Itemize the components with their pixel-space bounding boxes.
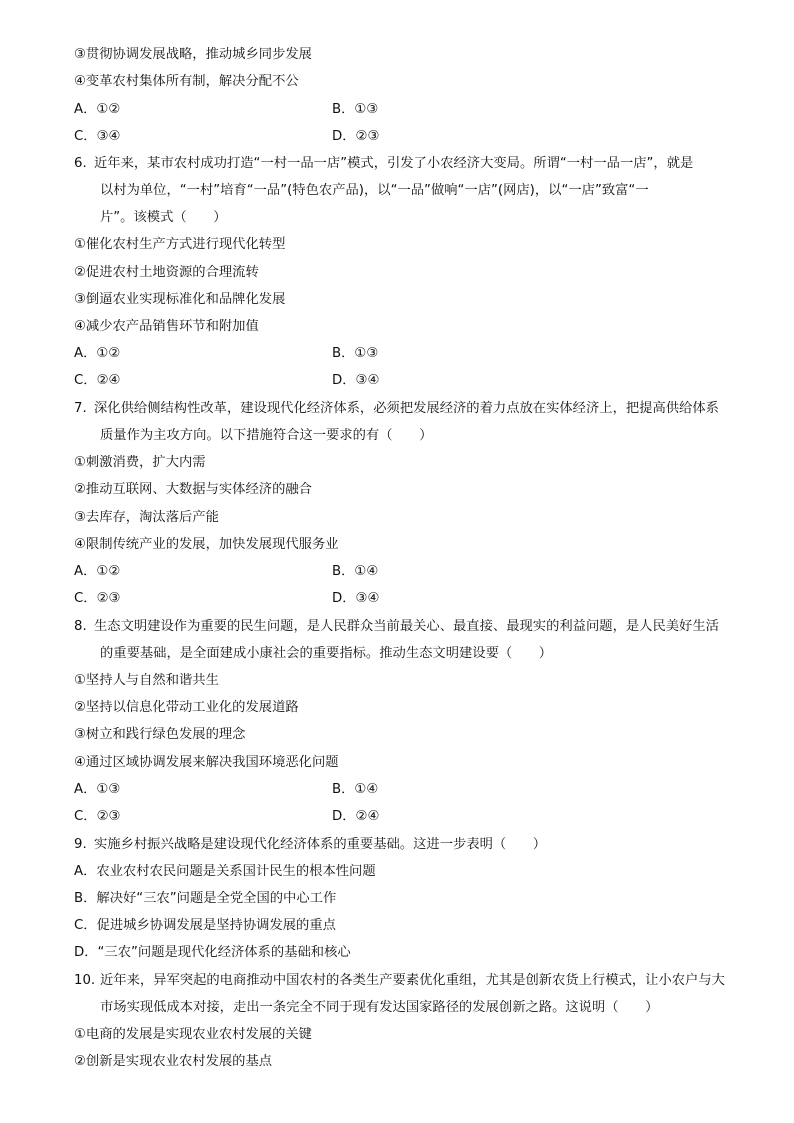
question-stem xyxy=(74,155,693,173)
answer-option-c[interactable]: C．②③ xyxy=(74,809,121,824)
statement-item: ①刺激消费，扩大内需 xyxy=(74,455,206,470)
statement-item: ②推动互联网、大数据与实体经济的融合 xyxy=(74,482,312,497)
question-number: 6. xyxy=(74,156,87,171)
answer-option-a[interactable]: A．①② xyxy=(74,102,121,117)
question-text: 片”。该模式（ ） xyxy=(100,210,227,225)
answer-option-b[interactable]: B．①③ xyxy=(332,102,379,117)
question-number: 8. xyxy=(74,619,87,634)
statement-item: ④减少农产品销售环节和附加值 xyxy=(74,319,259,334)
question-text: 实施乡村振兴战略是建设现代化经济体系的重要基础。这进一步表明（ ） xyxy=(94,837,547,852)
question-text: 以村为单位，“一村”培育“一品”(特色农产品)，以“一品”做响“一店”(网店)，以“一店”致富“一 xyxy=(100,183,649,198)
answer-choice-b[interactable]: B．解决好“三农”问题是全党全国的中心工作 xyxy=(74,891,337,906)
question-text: 生态文明建设作为重要的民生问题，是人民群众当前最关心、最直接、最现实的利益问题，是人民美好生活 xyxy=(94,619,719,634)
statement-item: ①催化农村生产方式进行现代化转型 xyxy=(74,237,286,252)
answer-option-b[interactable]: B．①③ xyxy=(332,346,379,361)
question-text: 近年来，异军突起的电商推动中国农村的各类生产要素优化重组，尤其是创新农货上行模式，让小农户与大 xyxy=(100,973,725,988)
question-number: 7. xyxy=(74,401,87,416)
question-text: 市场实现低成本对接，走出一条完全不同于现有发达国家路径的发展创新之路。这说明（ ） xyxy=(100,1000,659,1015)
statement-item: ③去库存，淘汰落后产能 xyxy=(74,510,219,525)
question-number: 9. xyxy=(74,837,87,852)
statement-item: ④变革农村集体所有制，解决分配不公 xyxy=(74,74,299,89)
statement-item: ③倒逼农业实现标准化和品牌化发展 xyxy=(74,292,286,307)
statement-item: ②坚持以信息化带动工业化的发展道路 xyxy=(74,700,299,715)
answer-option-c[interactable]: C．③④ xyxy=(74,129,121,144)
statement-item: ①坚持人与自然和谐共生 xyxy=(74,673,219,688)
answer-option-a[interactable]: A．①③ xyxy=(74,782,121,797)
statement-item: ④通过区域协调发展来解决我国环境恶化问题 xyxy=(74,755,339,770)
statement-item: ③贯彻协调发展战略，推动城乡同步发展 xyxy=(74,47,312,62)
statement-item: ①电商的发展是实现农业农村发展的关键 xyxy=(74,1027,312,1042)
answer-option-b[interactable]: B．①④ xyxy=(332,564,379,579)
answer-choice-d[interactable]: D．“三农”问题是现代化经济体系的基础和核心 xyxy=(74,945,351,960)
question-number: 10. xyxy=(74,973,96,988)
statement-item: ④限制传统产业的发展，加快发展现代服务业 xyxy=(74,537,339,552)
statement-item: ②创新是实现农业农村发展的基点 xyxy=(74,1054,273,1069)
question-stem xyxy=(74,400,719,418)
question-stem xyxy=(74,836,546,854)
statement-item: ②促进农村土地资源的合理流转 xyxy=(74,265,259,280)
answer-option-d[interactable]: D．②④ xyxy=(332,809,380,824)
answer-option-d[interactable]: D．③④ xyxy=(332,373,380,388)
answer-option-c[interactable]: C．②③ xyxy=(74,591,121,606)
answer-option-d[interactable]: D．②③ xyxy=(332,129,380,144)
answer-option-d[interactable]: D．③④ xyxy=(332,591,380,606)
answer-option-a[interactable]: A．①② xyxy=(74,346,121,361)
answer-option-a[interactable]: A．①② xyxy=(74,564,121,579)
question-stem xyxy=(74,618,719,636)
question-text: 的重要基础，是全面建成小康社会的重要指标。推动生态文明建设要（ ） xyxy=(100,646,553,661)
answer-option-b[interactable]: B．①④ xyxy=(332,782,379,797)
answer-choice-c[interactable]: C．促进城乡协调发展是坚持协调发展的重点 xyxy=(74,918,336,933)
question-text: 深化供给侧结构性改革，建设现代化经济体系，必须把发展经济的着力点放在实体经济上，把提高供给体系 xyxy=(94,401,719,416)
answer-choice-a[interactable]: A．农业农村农民问题是关系国计民生的根本性问题 xyxy=(74,864,376,879)
statement-item: ③树立和践行绿色发展的理念 xyxy=(74,727,246,742)
question-text: 质量作为主攻方向。以下措施符合这一要求的有（ ） xyxy=(100,428,433,443)
question-text: 近年来，某市农村成功打造“一村一品一店”模式，引发了小农经济大变局。所谓“一村一品一店”，就是 xyxy=(94,156,694,171)
answer-option-c[interactable]: C．②④ xyxy=(74,373,121,388)
question-stem xyxy=(74,972,725,990)
